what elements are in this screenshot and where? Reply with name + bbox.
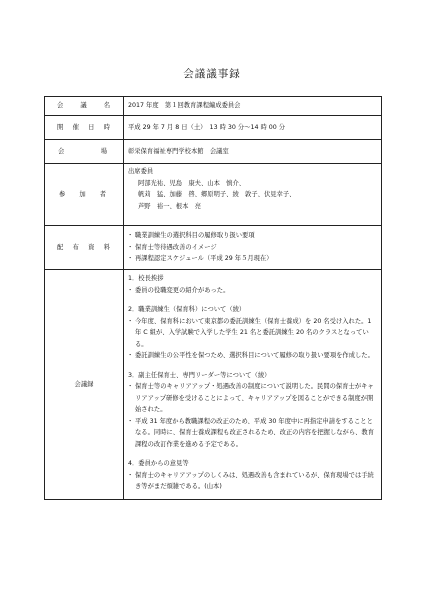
attendee-line: 阿部光祐、児島 康夫、山本 慎介、 [138,179,246,187]
section-item: ・ 保育士等のキャリアアップ・処遇改善の制度について説明した。民間の保育士がキャリアアップ研修を受けることによって、キャリアアップを図ることができる制度が開始された。 [128,381,377,416]
section-item: ・ 委員の役職変更の紹介があった。 [128,285,377,297]
label-datetime: 開 催 日 時 [45,116,124,140]
value-meeting-name: 2017 年度 第１回教育課程編成委員会 [124,97,382,116]
section-heading: 1．校長挨拶 [128,275,164,282]
page-title: 会議議事録 [183,68,241,80]
row-attendees [45,164,382,226]
section-4 [128,458,377,493]
material-item: ・ 保育士等待遇改善のイメージ [128,242,377,254]
value-attendees [124,164,382,226]
section-heading: 3．副主任保育士、専門リーダー等について（綾） [128,371,271,379]
row-venue [45,140,382,164]
row-datetime [45,116,382,140]
section-2 [128,304,377,362]
label-meeting-name: 会 議 名 [45,97,124,116]
label-venue: 会 場 [45,140,124,164]
row-meeting-name [45,97,382,116]
section-3 [128,370,377,451]
section-item: ・ 保育士のキャリアアップのしくみは、処遇改善も含まれているが、保育現場では手続き等がまだ煩雑である。(山本) [128,470,377,493]
value-materials [124,226,382,270]
label-attendees: 参 加 者 [45,164,124,226]
row-materials [45,226,382,270]
section-heading: 2．職業訓練生（保育科）について（綾） [128,306,246,313]
section-heading: 4．委員からの意見等 [128,460,189,467]
minutes-table [44,96,382,500]
section-item: ・ 平成 31 年度から教職課程の改正のため、平成 30 年度中に再指定申請をすることとなる。同時に、保育士養成課程も改正されるため、改正の内容を把握しながら、教育課程の改訂作業を進める予定である。 [128,416,377,451]
material-item: ・ 職業訓練生の選択科目の履修取り扱い要項 [128,230,377,242]
material-item: ・ 再課程認定スケジュール（平成 29 年５月現在） [128,253,377,265]
value-proceedings [124,270,382,500]
value-datetime: 平成 29 年 7 月 8 日（土） 13 時 30 分～14 時 00 分 [124,116,382,140]
attendees-heading: 出席委員 [128,168,154,175]
section-item: ・ 委託訓練生の公平性を保つため、選択科目について履修の取り扱い要項を作成した。 [128,350,377,362]
section-1 [128,273,377,296]
attendee-line: 帆苅 猛、加藤 啓、郷原明子、綾 敦子、伏見幸子、 [138,191,296,198]
value-venue: 彰栄保育福祉専門学校本館 会議室 [124,140,382,164]
section-item: ・ 今年度、保育科において東京都の委託訓練生（保育士養成）を 20 名受け入れた。1 年 C 組が、入学試験で入学した学生 21 名と委託訓練生 20 名のクラスとなっている。 [128,316,377,351]
row-proceedings [45,270,382,500]
label-proceedings: 会議録 [45,270,124,500]
attendee-line: 芦野 裕一、根本 亮 [138,202,201,210]
label-materials: 配 布 資 料 [45,226,124,270]
